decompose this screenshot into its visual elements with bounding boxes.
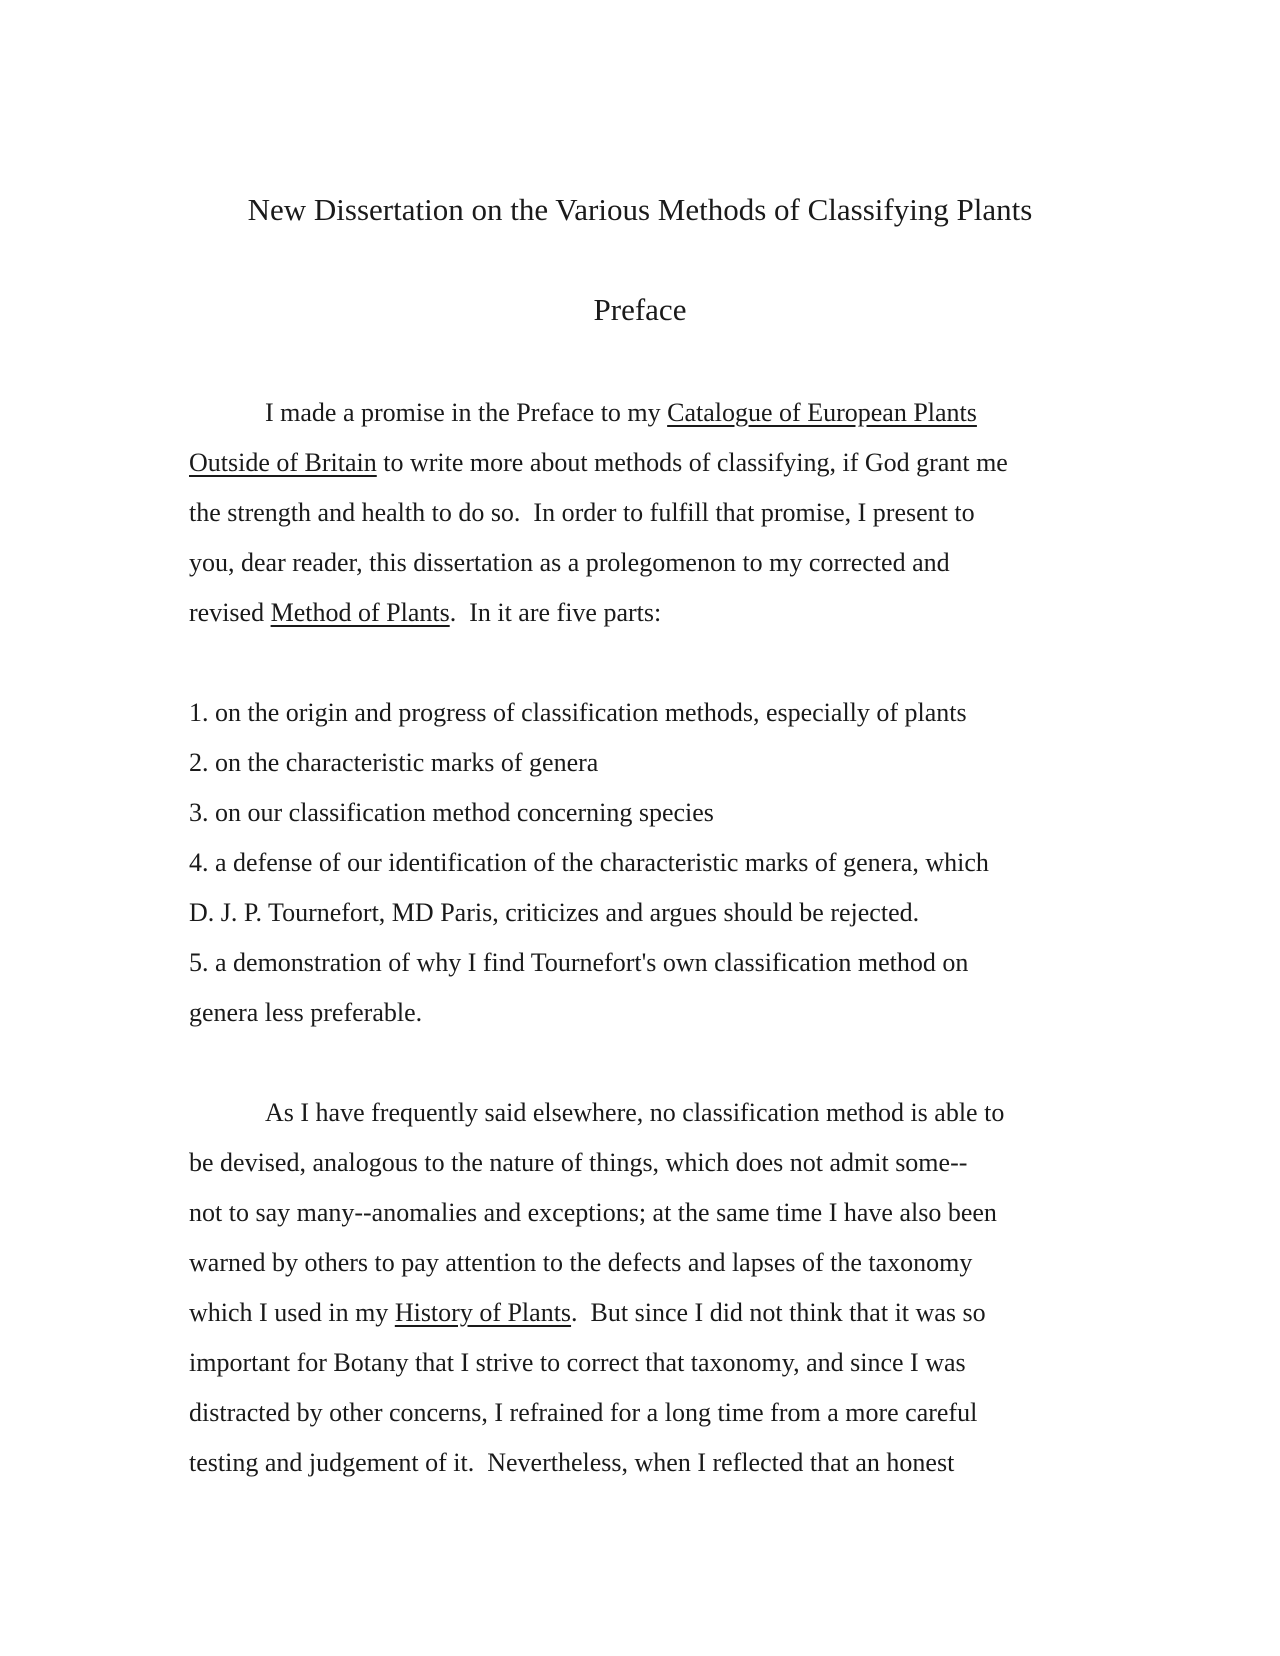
paragraph2-line1: As I have frequently said elsewhere, no classification method is able to: [265, 1098, 1005, 1127]
text-span: . In it are five parts:: [449, 598, 662, 627]
paragraph2-line4: warned by others to pay attention to the defects and lapses of the taxonomy: [189, 1248, 973, 1277]
list-item-2: 2. on the characteristic marks of genera: [189, 748, 599, 777]
paragraph2-line2: be devised, analogous to the nature of things, which does not admit some--: [189, 1148, 968, 1177]
paragraph1-line1: [265, 396, 977, 430]
paragraph1-line2: [189, 446, 1008, 480]
paragraph2-line6: important for Botany that I strive to correct that taxonomy, and since I was: [189, 1348, 966, 1377]
book-title-history: History of Plants: [394, 1298, 572, 1327]
list-item-4-cont: D. J. P. Tournefort, MD Paris, criticizes and argues should be rejected.: [189, 898, 920, 927]
book-title-method: Method of Plants: [270, 598, 450, 627]
list-item-1: 1. on the origin and progress of classification methods, especially of plants: [189, 698, 967, 727]
text-span: . But since I did not think that it was so: [571, 1298, 986, 1327]
paragraph1-line3: the strength and health to do so. In order to fulfill that promise, I present to: [189, 498, 975, 527]
list-item-3: 3. on our classification method concerning species: [189, 798, 714, 827]
paragraph2-line7: distracted by other concerns, I refrained for a long time from a more careful: [189, 1398, 978, 1427]
text-span: which I used in my: [189, 1298, 395, 1327]
paragraph2-line3: not to say many--anomalies and exceptions; at the same time I have also been: [189, 1198, 997, 1227]
text-span: I made a promise in the Preface to my: [265, 398, 668, 427]
list-item-5: 5. a demonstration of why I find Tournefort's own classification method on: [189, 948, 969, 977]
paragraph2-line5: [189, 1296, 986, 1330]
paragraph1-line4: you, dear reader, this dissertation as a prolegomenon to my corrected and: [189, 548, 950, 577]
book-title-catalogue-cont: Outside of Britain: [189, 448, 377, 477]
paragraph2-line8: testing and judgement of it. Nevertheless, when I reflected that an honest: [189, 1448, 955, 1477]
list-item-5-cont: genera less preferable.: [189, 998, 423, 1027]
paragraph1-line5: [189, 596, 661, 630]
text-span: to write more about methods of classifying, if God grant me: [376, 448, 1008, 477]
text-span: revised: [189, 598, 271, 627]
section-heading-preface: Preface: [593, 292, 687, 327]
book-title-catalogue: Catalogue of European Plants: [667, 398, 977, 427]
list-item-4: 4. a defense of our identification of the characteristic marks of genera, which: [189, 848, 989, 877]
document-title: New Dissertation on the Various Methods of Classifying Plants: [247, 192, 1033, 227]
